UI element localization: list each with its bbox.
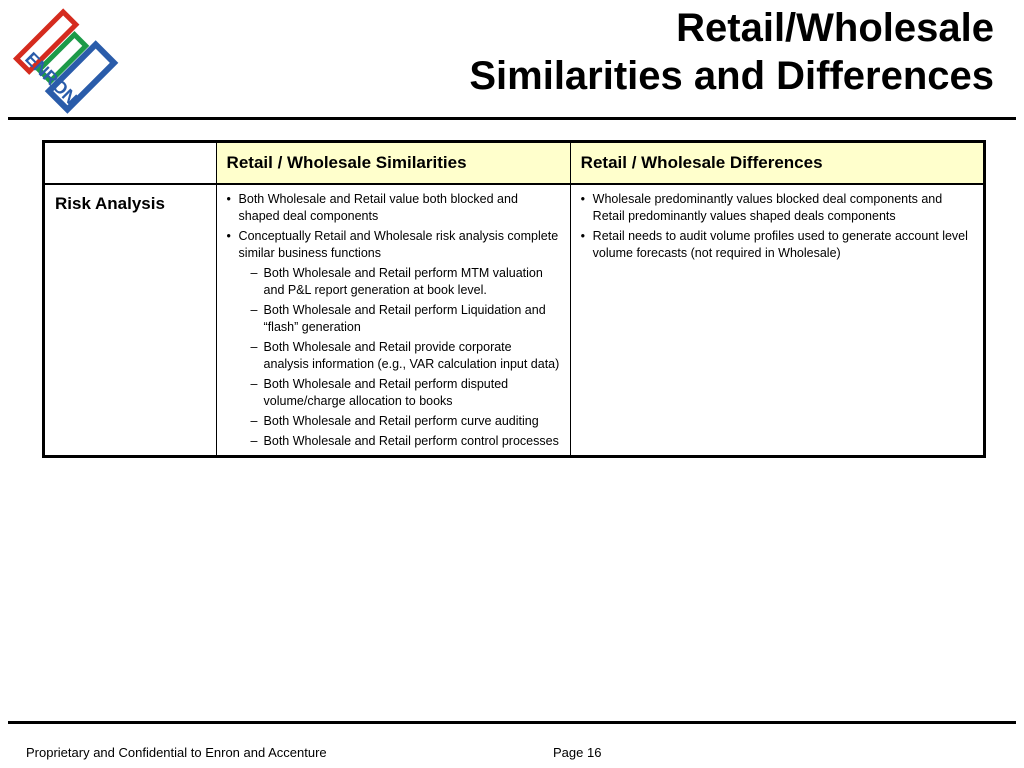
table-header-row <box>44 142 985 185</box>
confidentiality-notice: Proprietary and Confidential to Enron and Accenture <box>26 745 327 760</box>
title-line-1: Retail/Wholesale <box>676 6 994 50</box>
sub-list-item: – Both Wholesale and Retail perform disputed volume/charge allocation to books <box>264 376 560 410</box>
row-label-risk-analysis: Risk Analysis <box>44 184 217 457</box>
sub-list-item: – Both Wholesale and Retail perform curve auditing <box>264 413 560 430</box>
list-item: • Both Wholesale and Retail value both blocked and shaped deal components <box>227 191 560 225</box>
similarities-list <box>227 191 560 450</box>
list-item <box>227 228 560 450</box>
page-number: Page 16 <box>553 745 602 760</box>
sub-list-item: – Both Wholesale and Retail perform MTM valuation and P&L report generation at book level. <box>264 265 560 299</box>
comparison-table <box>42 140 986 458</box>
corner-header-cell <box>44 142 217 185</box>
list-item: • Wholesale predominantly values blocked deal components and Retail predominantly values shaped deals components <box>581 191 973 225</box>
list-item-text: Conceptually Retail and Wholesale risk analysis complete similar business functions <box>238 229 559 260</box>
similarities-column-header: Retail / Wholesale Similarities <box>216 142 570 185</box>
table-row <box>44 184 985 457</box>
sub-list <box>239 265 560 450</box>
differences-list <box>581 191 973 262</box>
title-line-2: Similarities and Differences <box>469 54 994 98</box>
list-item: • Retail needs to audit volume profiles used to generate account level volume forecasts (not required in Wholesale) <box>581 228 973 262</box>
sub-list-item: – Both Wholesale and Retail perform control processes <box>264 433 560 450</box>
differences-column-header: Retail / Wholesale Differences <box>570 142 984 185</box>
sub-list-item: – Both Wholesale and Retail provide corporate analysis information (e.g., VAR calculation input data) <box>264 339 560 373</box>
similarities-cell <box>216 184 570 457</box>
header-divider <box>8 117 1016 120</box>
enron-logo-icon <box>8 4 124 116</box>
svg-text:ENRON: ENRON <box>21 48 82 109</box>
footer-divider <box>8 721 1016 724</box>
sub-list-item: – Both Wholesale and Retail perform Liquidation and “flash” generation <box>264 302 560 336</box>
differences-cell <box>570 184 984 457</box>
page-title <box>469 4 994 100</box>
